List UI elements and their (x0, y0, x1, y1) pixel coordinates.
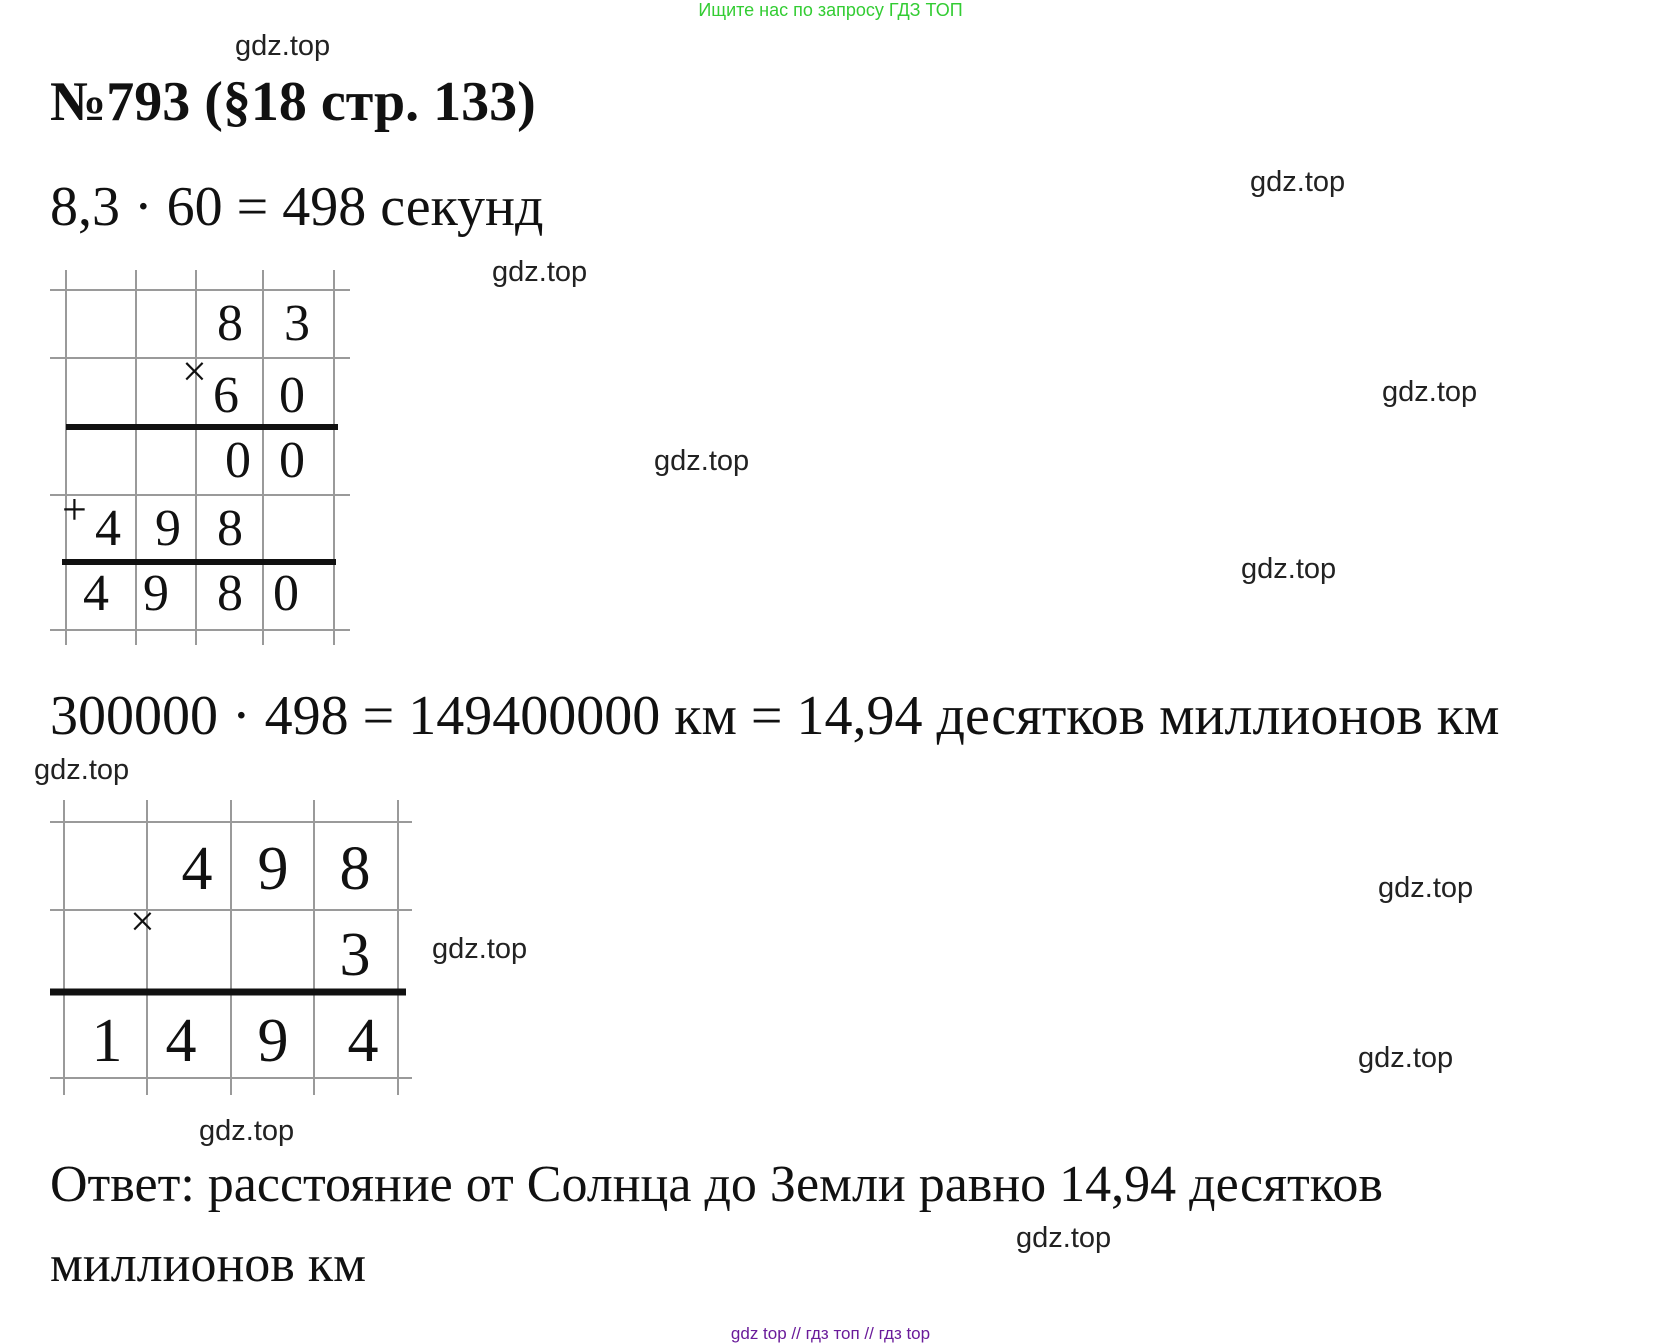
watermark: gdz.top (492, 256, 588, 288)
calculation-distance: 300000 · 498 = 149400000 км = 14,94 десятков миллионов км (50, 685, 1500, 747)
grid-cell: 4 (181, 835, 213, 903)
watermark: gdz.top (1250, 166, 1346, 198)
grid-cell: 9 (257, 835, 289, 903)
grid-cell: 8 (217, 295, 243, 352)
grid-cell: 0 (273, 565, 299, 622)
page-title: №793 (§18 стр. 133) (50, 71, 536, 133)
watermark: gdz.top (654, 445, 750, 477)
multiply-sign: × (182, 347, 207, 396)
grid-cell: 8 (217, 500, 243, 557)
answer-text: Ответ: расстояние от Солнца до Земли равно 14,94 десятков миллионов км (50, 1156, 1383, 1293)
watermark: gdz.top (235, 30, 331, 62)
grid-cell: 3 (339, 921, 371, 989)
top-banner[interactable]: Ищите нас по запросу ГДЗ ТОП (698, 0, 963, 20)
grid-cell: 4 (347, 1007, 379, 1075)
grid-cell: 4 (165, 1007, 197, 1075)
watermark: gdz.top (432, 933, 528, 965)
watermark: gdz.top (1016, 1222, 1112, 1254)
watermark: gdz.top (1241, 553, 1337, 585)
plus-sign: + (62, 485, 87, 534)
grid-cell: 1 (91, 1007, 123, 1075)
grid-cell: 4 (83, 565, 109, 622)
grid-cell: 0 (279, 432, 305, 489)
multiplication-grid-1 (50, 270, 350, 645)
grid-cell: 8 (339, 835, 371, 903)
watermark: gdz.top (199, 1115, 295, 1147)
grid-cell: 0 (279, 367, 305, 424)
multiply-sign: × (130, 897, 155, 946)
multiplication-grid-2 (50, 800, 412, 1095)
footer-links[interactable]: gdz top // гдз топ // гдз top (730, 1324, 931, 1343)
watermark: gdz.top (1382, 376, 1478, 408)
grid-cell: 8 (217, 565, 243, 622)
grid-cell: 0 (225, 432, 251, 489)
grid-cell: 9 (155, 500, 181, 557)
grid-cell: 9 (143, 565, 169, 622)
grid-cell: 3 (284, 295, 310, 352)
calculation-seconds: 8,3 · 60 = 498 секунд (50, 176, 544, 238)
watermark: gdz.top (34, 754, 130, 786)
watermark: gdz.top (1358, 1042, 1454, 1074)
grid-cell: 6 (213, 367, 239, 424)
watermark: gdz.top (1378, 872, 1474, 904)
grid-cell: 9 (257, 1007, 289, 1075)
grid-cell: 4 (95, 500, 121, 557)
